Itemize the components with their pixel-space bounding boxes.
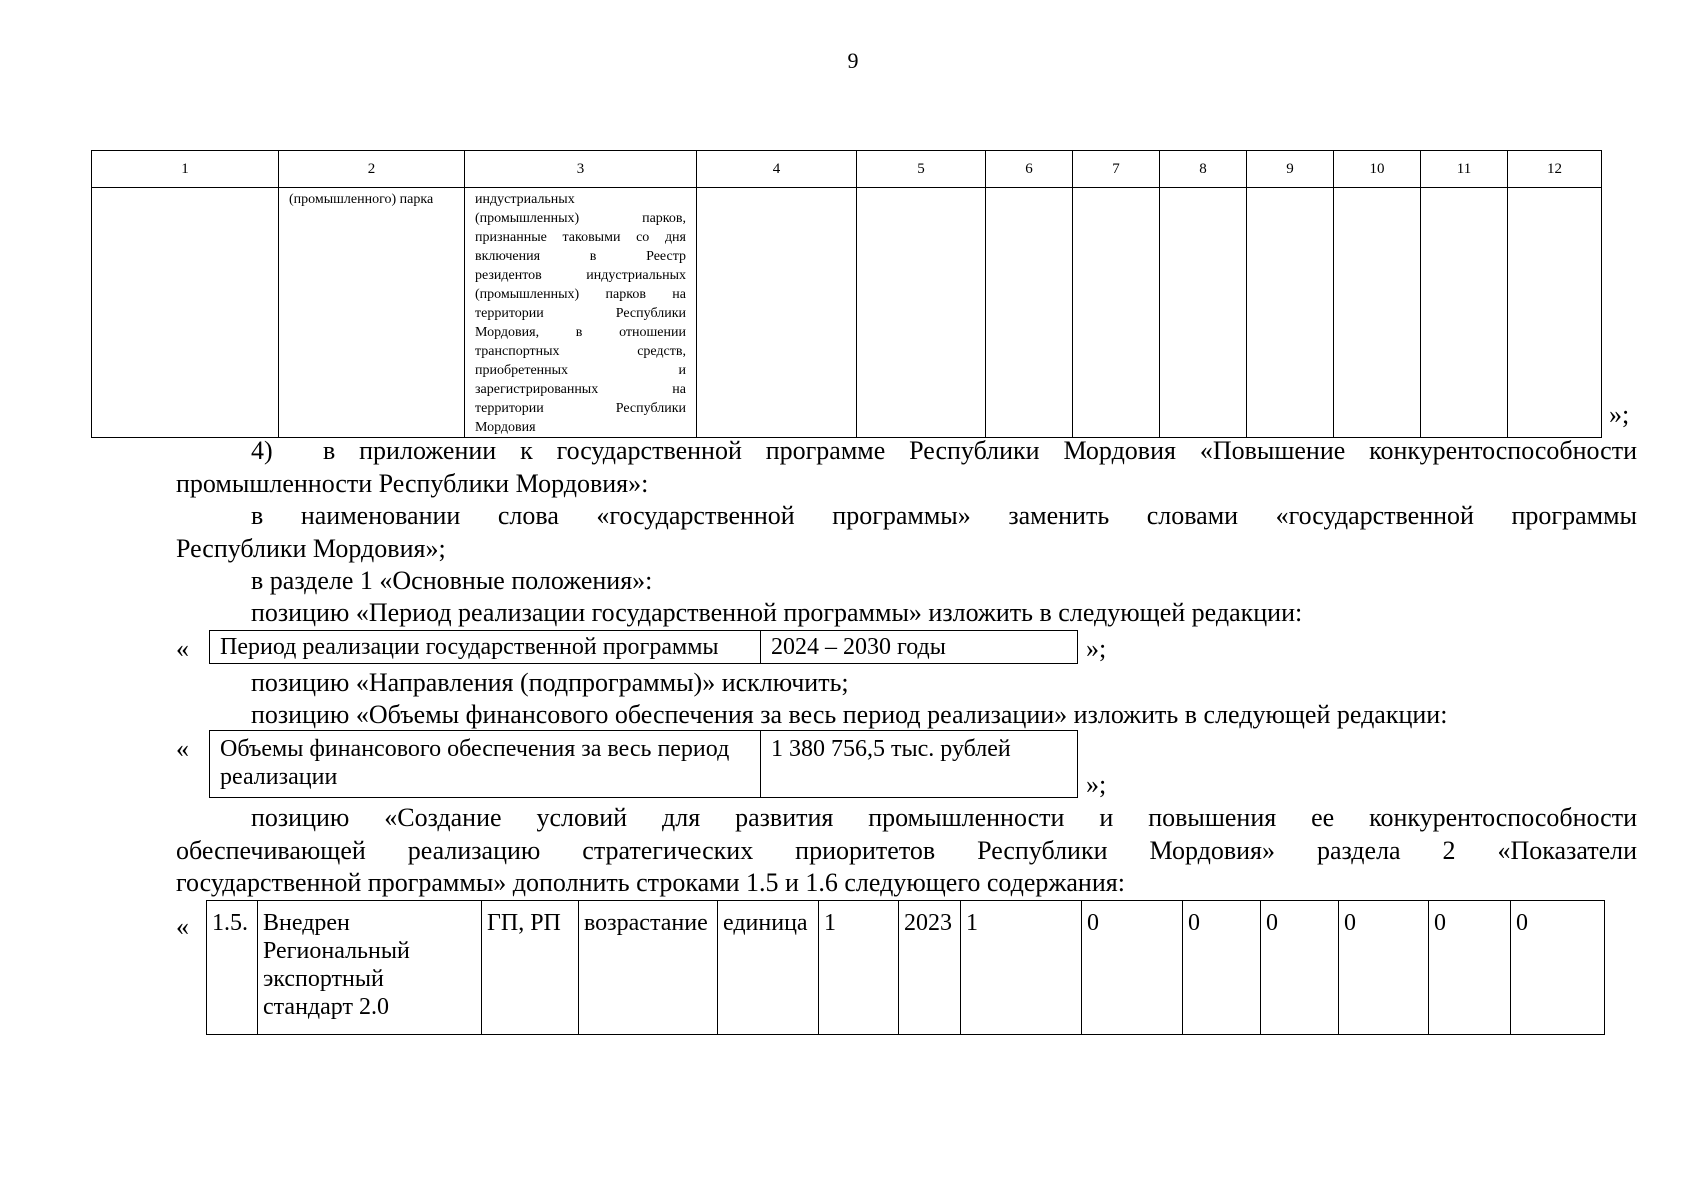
table-cell	[279, 188, 465, 438]
table-cell	[1508, 188, 1602, 438]
table-cell: единица	[718, 901, 819, 1035]
table-cell: 0	[1339, 901, 1429, 1035]
header-cell: 9	[1247, 151, 1334, 188]
table-cell: 1	[819, 901, 894, 1035]
finance-label: Объемы финансового обеспечения за весь период реализации	[210, 731, 761, 798]
period-close: »;	[1086, 634, 1107, 663]
description-line: территории Республики	[475, 306, 686, 321]
table-cell	[1247, 188, 1334, 438]
description-line: (промышленных) парков на	[475, 287, 686, 302]
table-cell	[986, 188, 1073, 438]
table-cell: 0	[1082, 901, 1183, 1035]
directions-text: позицию «Направления (подпрограммы)» исключить;	[251, 668, 849, 697]
finance-open-quote: «	[176, 734, 189, 763]
table-cell	[857, 188, 986, 438]
continuation-table	[91, 150, 1602, 438]
table-cell: 0	[1261, 901, 1339, 1035]
conditions-line2: обеспечивающей реализацию стратегических приоритетов Республики Мордовия» раздела 2 «Показатели	[176, 836, 1637, 865]
description-text	[465, 188, 696, 437]
table-cell	[1073, 188, 1160, 438]
description-line: признанные таковыми со дня	[475, 230, 686, 245]
period-label: Период реализации государственной программы	[210, 631, 761, 664]
header-cell: 3	[465, 151, 697, 188]
table-cell: 1	[961, 901, 1082, 1035]
description-line: территории Республики	[475, 401, 686, 416]
description-line: приобретенных и	[475, 363, 686, 378]
table-cell: ГП, РП	[482, 901, 579, 1035]
section1-heading: в разделе 1 «Основные положения»:	[251, 566, 653, 595]
header-cell: 12	[1508, 151, 1602, 188]
table-closing-quote: »;	[1609, 400, 1630, 429]
header-cell: 2	[279, 151, 465, 188]
item4-line2: промышленности Республики Мордовия»:	[176, 469, 649, 498]
header-cell: 6	[986, 151, 1073, 188]
description-line: Мордовия	[475, 420, 536, 435]
conditions-line1: позицию «Создание условий для развития промышленности и повышения ее конкурентоспособности	[251, 803, 1637, 832]
naming-line2: Республики Мордовия»;	[176, 534, 446, 563]
table-row	[92, 188, 1602, 438]
description-line: зарегистрированных на	[475, 382, 686, 397]
period-open-quote: «	[176, 634, 189, 663]
table-row	[210, 731, 1078, 798]
table-cell: 1.5.	[207, 901, 258, 1035]
header-cell: 8	[1160, 151, 1247, 188]
table-cell	[1160, 188, 1247, 438]
finance-box	[209, 730, 1078, 798]
description-line: индустриальных	[475, 192, 575, 207]
table-cell: 0	[1183, 901, 1261, 1035]
table-cell: Внедрен Региональный экспортный стандарт 2.0	[258, 901, 482, 1035]
indicator-table	[206, 900, 1605, 1035]
finance-close: »;	[1086, 770, 1107, 799]
table-cell	[92, 188, 279, 438]
period-intro: позицию «Период реализации государственной программы» изложить в следующей редакции:	[251, 598, 1303, 627]
table-cell: 0	[1429, 901, 1511, 1035]
item-number: 4)	[251, 436, 273, 465]
table-cell	[465, 188, 697, 438]
conditions-line3: государственной программы» дополнить строками 1.5 и 1.6 следующего содержания:	[176, 868, 1125, 897]
header-cell: 5	[857, 151, 986, 188]
header-cell: 11	[1421, 151, 1508, 188]
description-line: резидентов индустриальных	[475, 268, 686, 283]
description-line: Мордовия, в отношении	[475, 325, 686, 340]
header-cell: 1	[92, 151, 279, 188]
finance-intro: позицию «Объемы финансового обеспечения за весь период реализации» изложить в следующей редакции:	[251, 700, 1448, 729]
naming-line1: в наименовании слова «государственной программы» заменить словами «государственной программы	[251, 501, 1637, 530]
table-cell: возрастание	[579, 901, 718, 1035]
header-cell: 10	[1334, 151, 1421, 188]
table-cell	[1334, 188, 1421, 438]
table-row	[210, 631, 1078, 664]
table-cell: 0	[1511, 901, 1605, 1035]
table-cell	[1421, 188, 1508, 438]
description-line: включения в Реестр	[475, 249, 686, 264]
header-cell: 7	[1073, 151, 1160, 188]
period-value: 2024 – 2030 годы	[761, 631, 1078, 664]
header-cell: 4	[697, 151, 857, 188]
table-cell: 2023	[899, 901, 961, 1035]
table-row	[207, 901, 1605, 1035]
table-header-row	[92, 151, 1602, 188]
page-number: 9	[847, 48, 859, 73]
description-line: транспортных средств,	[475, 344, 686, 359]
indicator-open-quote: «	[176, 912, 189, 941]
period-box	[209, 630, 1078, 664]
table-cell	[697, 188, 857, 438]
park-name-text: (промышленного) парка	[289, 192, 434, 207]
description-line: (промышленных) парков,	[475, 211, 686, 226]
finance-value: 1 380 756,5 тыс. рублей	[761, 731, 1078, 798]
item4-line1: в приложении к государственной программе Республики Мордовия «Повышение конкурентоспособности	[323, 436, 1637, 465]
